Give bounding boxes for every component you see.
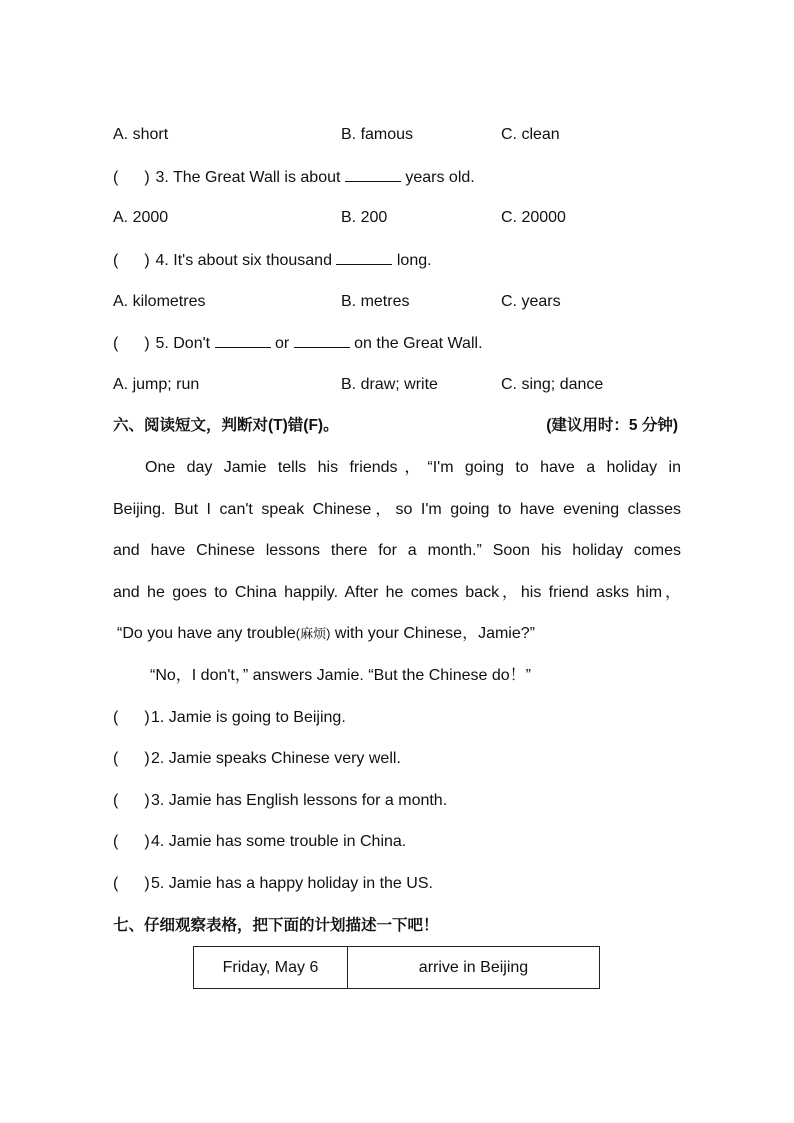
- tf-item: ( )1. Jamie is going to Beijing.: [113, 709, 346, 726]
- passage-line: Beijing. But I can't speak Chinese，so I'm going to have evening classes: [113, 501, 681, 518]
- answer-bracket[interactable]: ( ): [113, 833, 150, 850]
- question-3: ( ) 3. The Great Wall is about years old.: [113, 169, 475, 186]
- option-b: B. famous: [341, 126, 414, 143]
- plan-cell: arrive in Beijing: [348, 947, 600, 989]
- answer-bracket[interactable]: ( ): [113, 335, 150, 352]
- option-b: B. draw; write: [341, 376, 438, 393]
- tf-item: ( )2. Jamie speaks Chinese very well.: [113, 750, 401, 767]
- answer-bracket[interactable]: ( ): [113, 169, 150, 186]
- option-c: C. sing; dance: [501, 376, 604, 393]
- question-5: ( ) 5. Don't or on the Great Wall.: [113, 335, 483, 352]
- option-a: A. kilometres: [113, 293, 206, 310]
- passage-line: One day Jamie tells his friends，“I'm going to have a holiday in: [145, 459, 681, 476]
- passage-line: “No，I don't，” answers Jamie. “But the Chinese do！”: [150, 667, 531, 684]
- passage-line: and he goes to China happily. After he comes back，his friend asks him，: [113, 584, 681, 601]
- option-a: A. jump; run: [113, 376, 200, 393]
- table-row: [194, 947, 600, 989]
- fill-blank[interactable]: [294, 333, 350, 348]
- section-7-title: 七、仔细观察表格，把下面的计划描述一下吧！: [113, 917, 439, 934]
- answer-bracket[interactable]: ( ): [113, 875, 150, 892]
- answer-bracket[interactable]: ( ): [113, 792, 150, 809]
- option-c: C. 20000: [501, 209, 566, 226]
- question-4: ( ) 4. It's about six thousand long.: [113, 252, 432, 269]
- passage-line: “Do you have any trouble(麻烦) with your Chinese，Jamie?”: [117, 625, 535, 642]
- date-cell: Friday, May 6: [194, 947, 348, 989]
- tf-item: ( )3. Jamie has English lessons for a month.: [113, 792, 448, 809]
- tf-item: ( )4. Jamie has some trouble in China.: [113, 833, 407, 850]
- tf-item: ( )5. Jamie has a happy holiday in the US.: [113, 875, 433, 892]
- passage-line: and have Chinese lessons there for a month.” Soon his holiday comes: [113, 542, 681, 559]
- answer-bracket[interactable]: ( ): [113, 252, 150, 269]
- option-c: C. clean: [501, 126, 560, 143]
- fill-blank[interactable]: [345, 167, 401, 182]
- section-6-title: 六、阅读短文，判断对(T)错(F)。: [113, 417, 339, 434]
- option-b: B. 200: [341, 209, 388, 226]
- option-a: A. 2000: [113, 209, 169, 226]
- option-a: A. short: [113, 126, 169, 143]
- option-c: C. years: [501, 293, 561, 310]
- option-b: B. metres: [341, 293, 410, 310]
- plan-table: [193, 946, 600, 989]
- answer-bracket[interactable]: ( ): [113, 750, 150, 767]
- suggested-time: (建议用时：5 分钟): [546, 417, 678, 434]
- answer-bracket[interactable]: ( ): [113, 709, 150, 726]
- fill-blank[interactable]: [336, 250, 392, 265]
- fill-blank[interactable]: [215, 333, 271, 348]
